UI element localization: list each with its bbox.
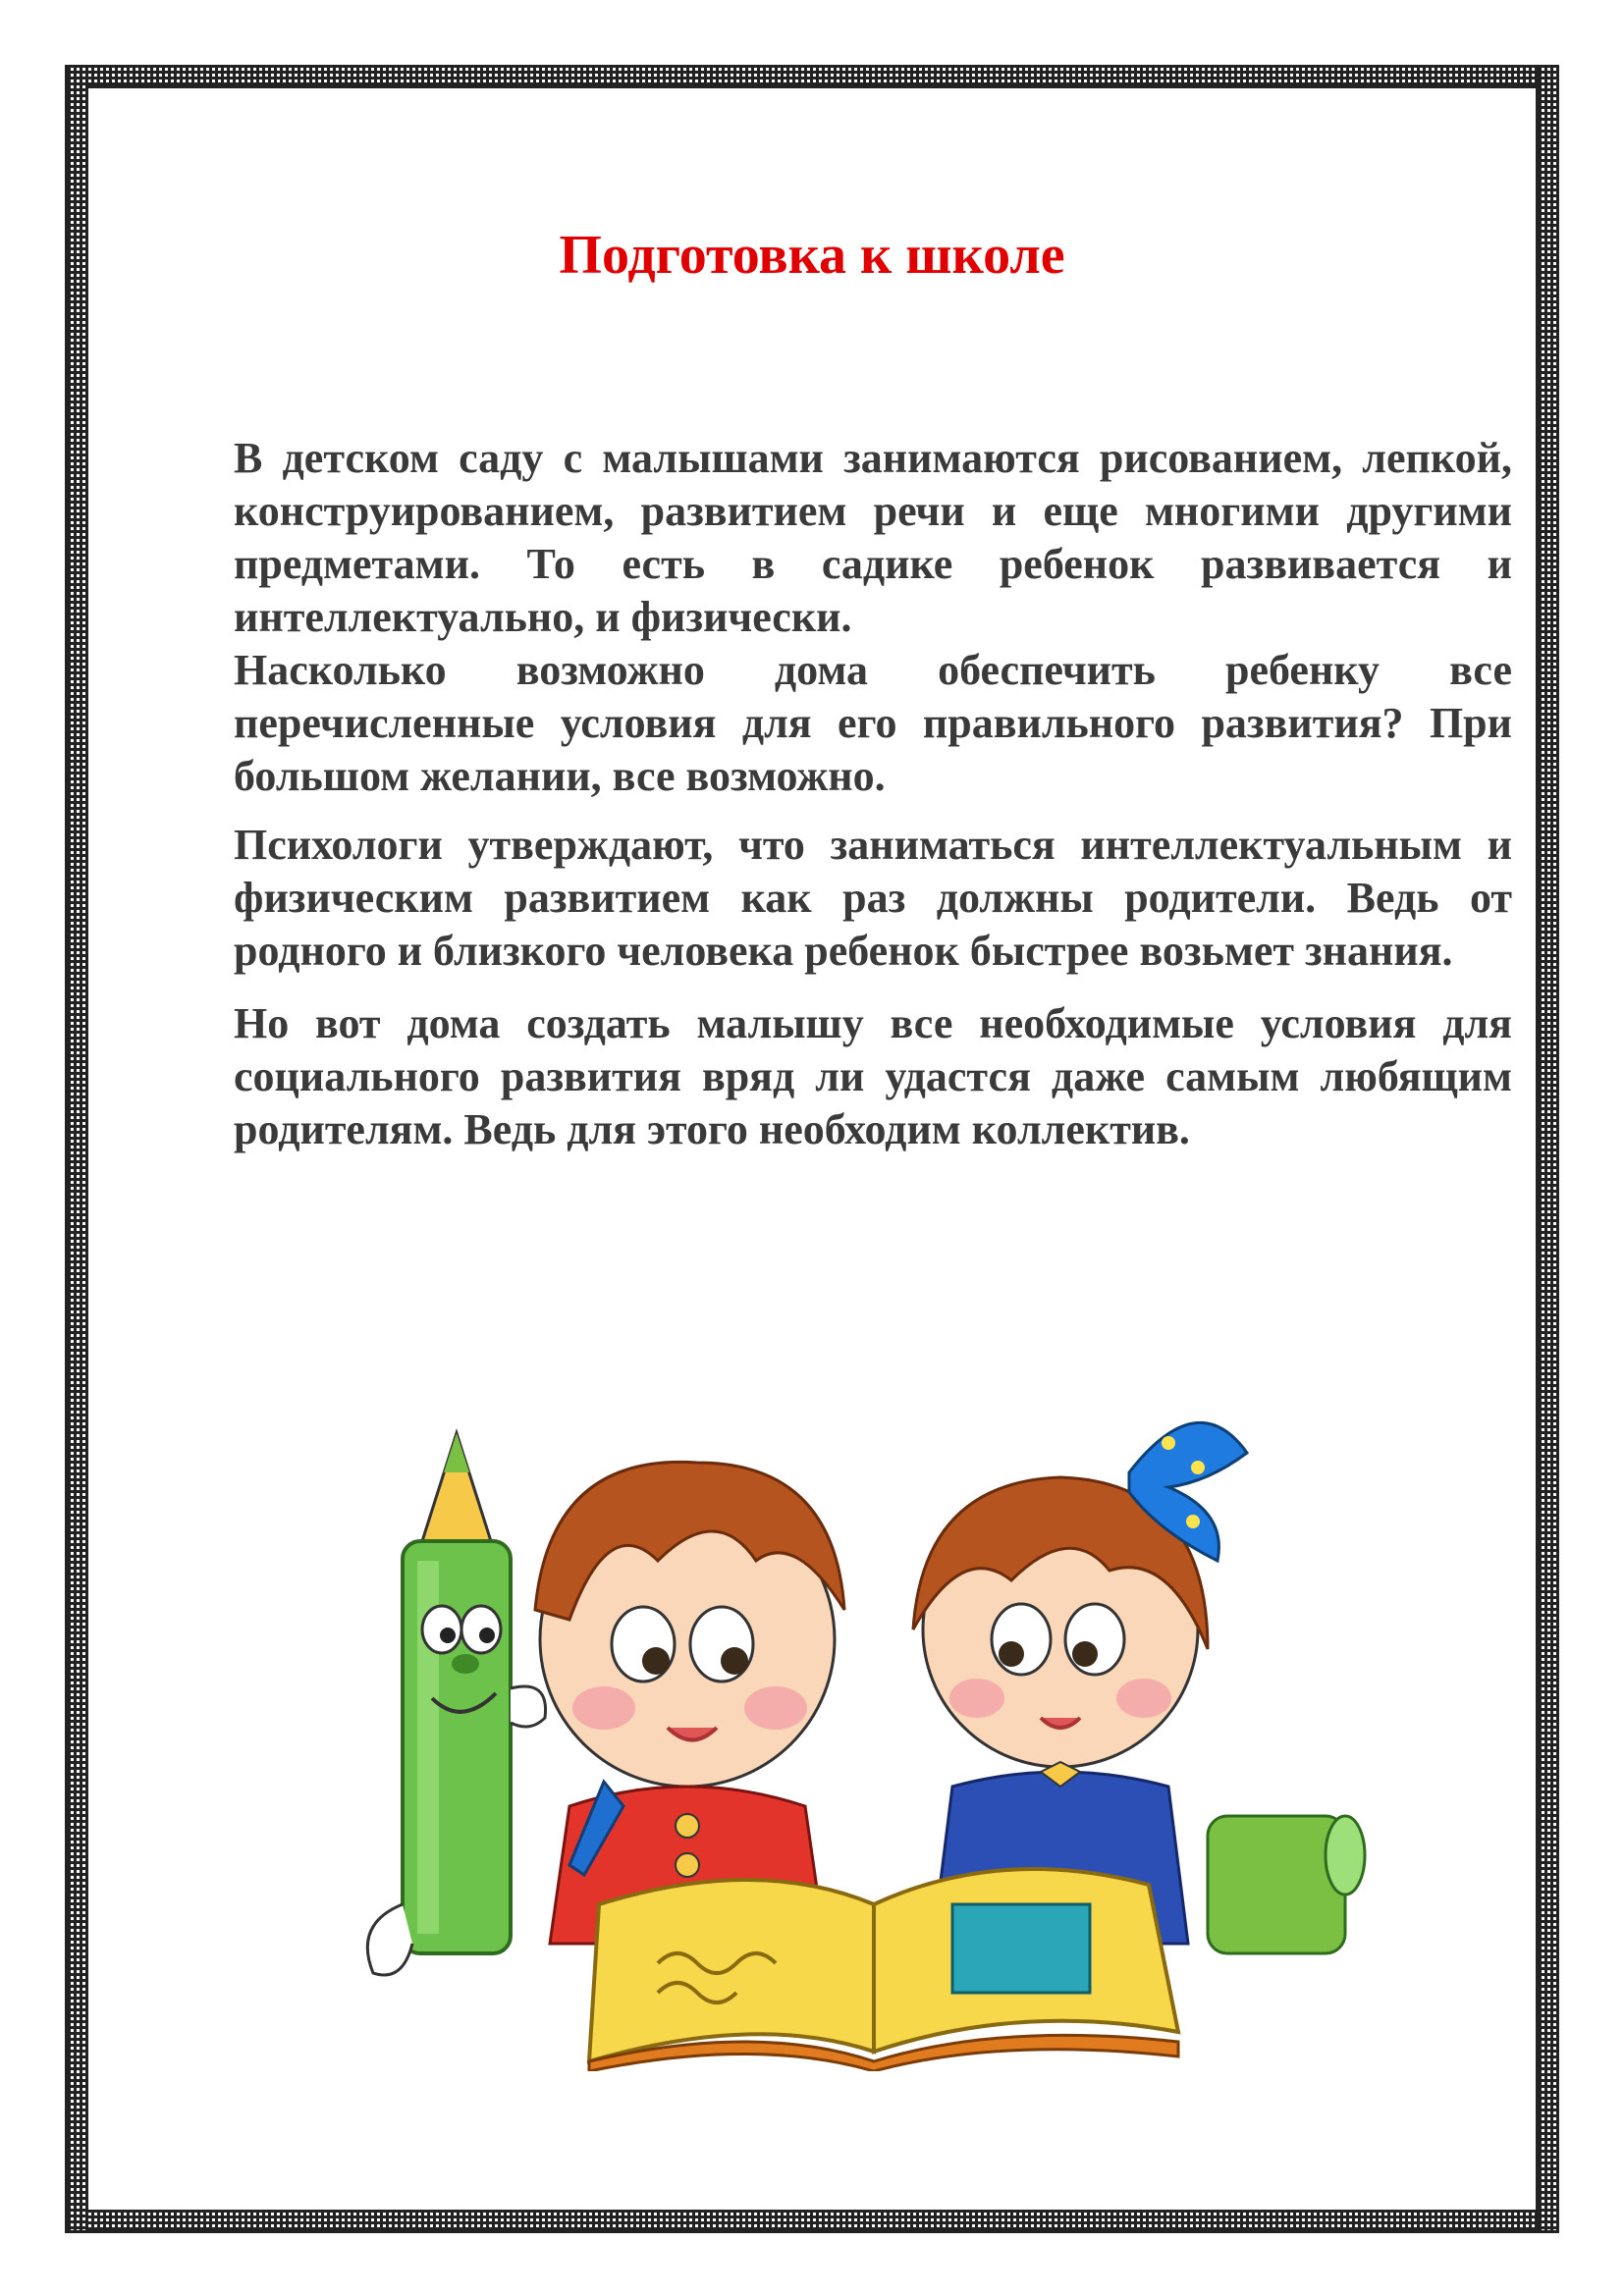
- ornamental-frame-right: [1536, 65, 1559, 2233]
- ornamental-frame-left: [65, 65, 88, 2233]
- page-title: Подготовка к школе: [559, 225, 1065, 286]
- paragraph-2: Насколько возможно дома обеспечить ребенку все перечисленные условия для его правильного развития? При большом желании, все возможно.: [234, 646, 1512, 800]
- open-book: [589, 1869, 1178, 2071]
- children-reading-book-illustration: [363, 1394, 1404, 2071]
- paragraph-4: Но вот дома создать малышу все необходимые условия для социального развития вряд ли удастся даже самым любящим родителям. Ведь для этого необходим коллектив.: [234, 999, 1512, 1153]
- body-text: [234, 432, 1512, 1156]
- boy-character: [535, 1462, 844, 1944]
- ornamental-frame-top: [65, 65, 1559, 88]
- paragraph-1: В детском саду с малышами занимаются рисованием, лепкой, конструированием, развитием речи и еще многими другими предметами. То есть в садике ребенок развивается и интеллектуально, и физически.: [234, 434, 1512, 641]
- paragraph-3: Психологи утверждают, что заниматься интеллектуальным и физическим развитием как раз должны родители. Ведь от родного и близкого человека ребенок быстрее возьмет знания.: [234, 821, 1512, 975]
- pencil-character: [367, 1433, 545, 1975]
- ornamental-frame-bottom: [65, 2210, 1559, 2233]
